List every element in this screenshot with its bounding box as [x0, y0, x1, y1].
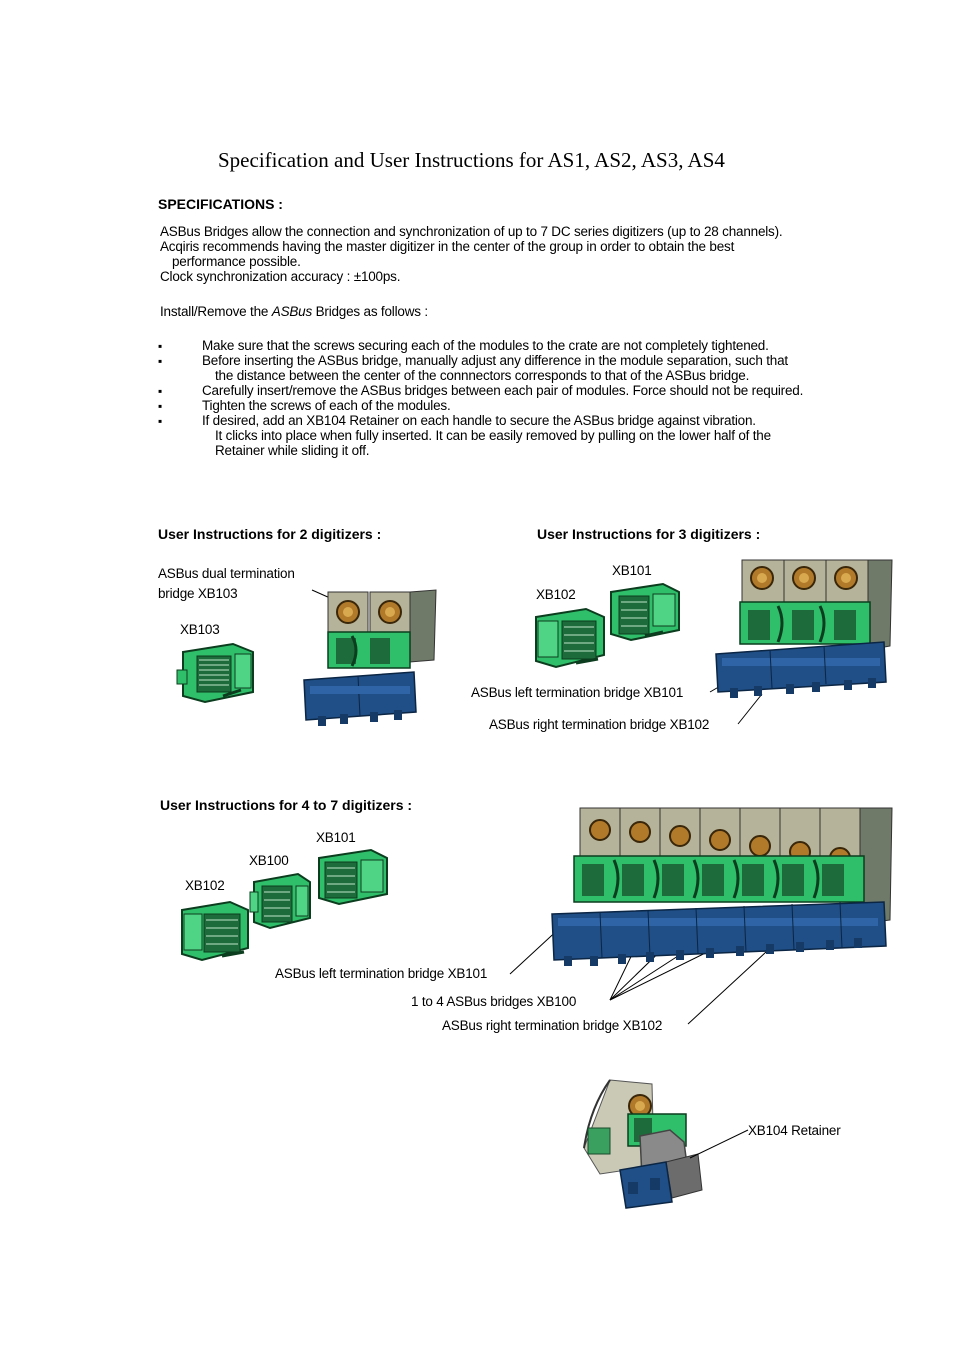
xb102-bridge-illustration: [532, 605, 610, 673]
xb101-bridge-illustration: [605, 582, 683, 648]
left-termination-label-4: ASBus left termination bridge XB101: [275, 966, 488, 981]
spec-line-2: Acqiris recommends having the master digitizer in the center of the group in order to obtain the best: [160, 239, 735, 254]
bullet-5-line-3: Retainer while sliding it off.: [215, 443, 370, 458]
two-digitizers-heading: User Instructions for 2 digitizers :: [158, 526, 382, 542]
install-italic: ASBus: [271, 304, 313, 319]
install-suffix: Bridges as follows :: [312, 304, 428, 319]
right-termination-label-4: ASBus right termination bridge XB102: [442, 1018, 663, 1033]
xb104-retainer-illustration: [580, 1078, 750, 1210]
bullet-3-line-1: Carefully insert/remove the ASBus bridges between each pair of modules. Force should not be required.: [202, 383, 804, 398]
bullet-2-line-1: Before inserting the ASBus bridge, manually adjust any difference in the module separation, such that: [202, 353, 788, 368]
specifications-heading: SPECIFICATIONS :: [158, 196, 283, 212]
xb101-label-4: XB101: [316, 830, 356, 845]
xb103-bridge-illustration: [175, 640, 257, 710]
bullet-marker: ▪: [158, 414, 163, 428]
xb102-bridge-illustration: [178, 898, 254, 966]
three-slot-crate-illustration: [700, 558, 900, 742]
install-line: [160, 304, 428, 319]
xb101-bridge-illustration: [313, 848, 391, 912]
middle-bridges-label-4: 1 to 4 ASBus bridges XB100: [411, 994, 577, 1009]
xb102-label-4: XB102: [185, 878, 225, 893]
bullet-4-line-1: Tighten the screws of each of the modules.: [202, 398, 451, 413]
xb103-label: XB103: [180, 622, 220, 637]
three-digitizers-heading: User Instructions for 3 digitizers :: [537, 526, 761, 542]
bullet-2-line-2: the distance between the center of the connnectors corresponds to that of the ASBus bridge.: [215, 368, 750, 383]
two-slot-crate-illustration: [300, 588, 442, 734]
bullet-marker: ▪: [158, 384, 163, 398]
bullet-1-line-1: Make sure that the screws securing each of the modules to the crate are not completely tightened.: [202, 338, 769, 353]
dual-termination-label-1: ASBus dual termination: [158, 566, 295, 581]
spec-line-4: Clock synchronization accuracy : ±100ps.: [160, 269, 401, 284]
retainer-label: XB104 Retainer: [748, 1123, 841, 1138]
xb102-label-3: XB102: [536, 587, 576, 602]
bullet-5-line-1: If desired, add an XB104 Retainer on each handle to secure the ASBus bridge against vibration.: [202, 413, 756, 428]
xb101-label-3: XB101: [612, 563, 652, 578]
dual-termination-label-2: bridge XB103: [158, 586, 238, 601]
xb100-label-4: XB100: [249, 853, 289, 868]
seven-slot-crate-illustration: [500, 806, 900, 1032]
bullet-marker: ▪: [158, 339, 163, 353]
bullet-marker: ▪: [158, 399, 163, 413]
bullet-marker: ▪: [158, 354, 163, 368]
page-title: Specification and User Instructions for AS1, AS2, AS3, AS4: [218, 148, 725, 172]
left-termination-label-3: ASBus left termination bridge XB101: [471, 685, 684, 700]
right-termination-label-3: ASBus right termination bridge XB102: [489, 717, 710, 732]
install-prefix: Install/Remove the: [160, 304, 272, 319]
four-to-seven-heading: User Instructions for 4 to 7 digitizers :: [160, 797, 413, 813]
spec-line-3: performance possible.: [172, 254, 301, 269]
spec-line-1: ASBus Bridges allow the connection and synchronization of up to 7 DC series digitizers (up to 28 channels).: [160, 224, 783, 239]
bullet-5-line-2: It clicks into place when fully inserted. It can be easily removed by pulling on the lower half of the: [215, 428, 771, 443]
xb100-bridge-illustration: [248, 872, 314, 934]
